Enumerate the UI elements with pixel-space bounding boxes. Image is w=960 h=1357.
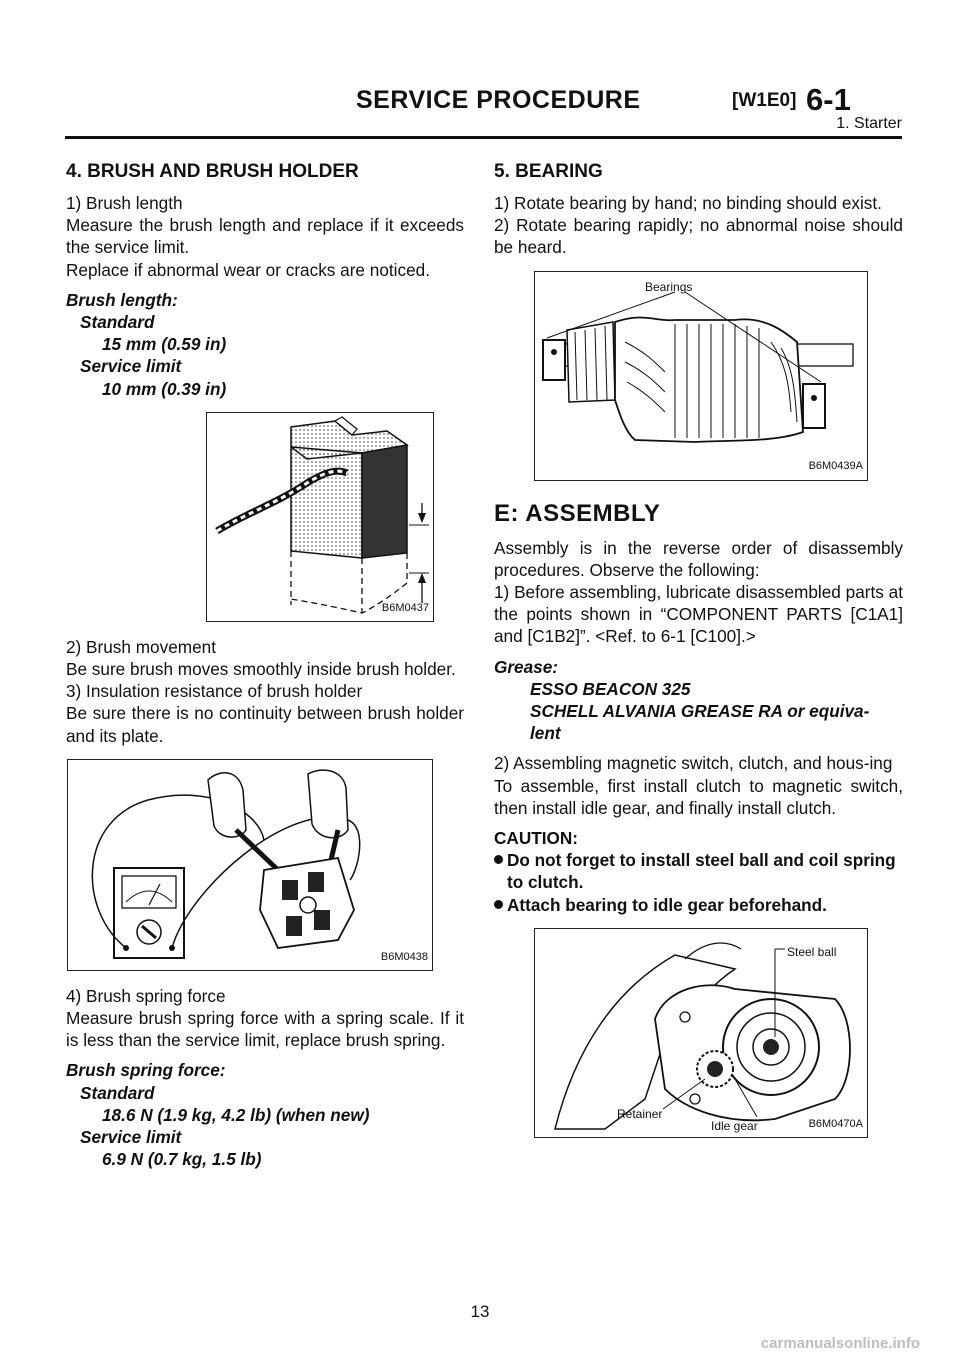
page-number: 13 — [470, 1302, 490, 1321]
spring-standard-label: Standard — [80, 1082, 155, 1103]
spec-title: Brush length: — [66, 289, 178, 310]
section-number: 6-1 — [806, 82, 851, 117]
bearing-heading: 5. BEARING — [494, 161, 603, 182]
bearing-step-1: 1) Rotate bearing by hand; no binding should exist. — [494, 193, 882, 213]
armature-illustration — [535, 272, 867, 480]
grease-item-1: ESSO BEACON 325 — [530, 678, 691, 699]
assembly-heading: E: ASSEMBLY — [494, 499, 661, 527]
caution-title: CAUTION: — [494, 828, 579, 849]
bearing-figure-caption: B6M0439A — [808, 460, 863, 473]
spec-standard-label: Standard — [80, 312, 155, 333]
spec-limit-value: 10 mm (0.39 in) — [102, 378, 227, 399]
grease-item-2-cont: lent — [530, 723, 561, 744]
caution-block — [494, 827, 903, 916]
left-column — [66, 160, 464, 1170]
brush-illustration — [207, 413, 433, 621]
brush-step-1-text-2: Replace if abnormal wear or cracks are noticed. — [66, 259, 430, 280]
brush-step-1: 1) Brush length — [66, 193, 183, 213]
watermark[interactable]: carmanualsonline.info — [760, 1335, 920, 1352]
brush-step-2-text: Be sure brush moves smoothly inside brush holder. — [66, 659, 456, 680]
idle-gear-label: Idle gear — [711, 1118, 758, 1133]
brush-step-2: 2) Brush movement — [66, 636, 216, 657]
right-column — [494, 160, 903, 1152]
multimeter-illustration — [68, 760, 432, 970]
bearings-label: Bearings — [645, 279, 693, 294]
insulation-figure-caption: B6M0438 — [380, 950, 428, 963]
assembly-step-1: 1) Before assembling, lubricate disassembled parts at the points shown in “COMPONENT PARTS [C1A1] and [C1B2]”. <Ref. to 6-1 [C100].> — [494, 582, 903, 647]
grease-item-2: SCHELL ALVANIA GREASE RA or equiva- — [530, 701, 870, 722]
brush-figure-caption: B6M0437 — [381, 601, 429, 614]
section-code: [W1E0] — [732, 90, 797, 111]
bullet-icon — [494, 855, 503, 864]
spring-standard-value: 18.6 N (1.9 kg, 4.2 lb) (when new) — [102, 1104, 370, 1125]
assembly-intro: Assembly is in the reverse order of disassembly procedures. Observe the following: — [494, 537, 903, 580]
spring-title: Brush spring force: — [66, 1060, 226, 1081]
brush-length-spec — [66, 289, 464, 400]
bearing-step-2: 2) Rotate bearing rapidly; no abnormal noise should be heard. — [494, 215, 903, 258]
brush-heading: 4. BRUSH AND BRUSH HOLDER — [66, 161, 359, 182]
caution-item-1: Do not forget to install steel ball and coil spring to clutch. — [494, 849, 903, 893]
insulation-test-figure — [67, 759, 433, 971]
section-subtitle: 1. Starter — [836, 115, 902, 132]
bullet-icon — [494, 900, 503, 909]
grease-title: Grease: — [494, 656, 559, 677]
clutch-figure-caption: B6M0470A — [808, 1117, 863, 1130]
brush-step-3: 3) Insulation resistance of brush holder — [66, 681, 363, 702]
assembly-step-2-text: To assemble, first install clutch to magnetic switch, then install idle gear, and finally install clutch. — [494, 775, 903, 818]
spring-force-spec — [66, 1059, 464, 1170]
brush-step-1-text: Measure the brush length and replace if it exceeds the service limit. — [66, 215, 464, 258]
clutch-figure — [534, 928, 868, 1138]
brush-figure — [206, 412, 434, 622]
header-rule — [65, 136, 902, 139]
brush-step-4: 4) Brush spring force — [66, 985, 226, 1006]
brush-step-3-text: Be sure there is no continuity between brush holder and its plate. — [66, 703, 464, 746]
grease-spec — [494, 656, 903, 745]
steel-ball-label: Steel ball — [787, 944, 837, 959]
spec-standard-value: 15 mm (0.59 in) — [102, 334, 227, 355]
spec-limit-label: Service limit — [80, 356, 182, 377]
assembly-step-2: 2) Assembling magnetic switch, clutch, and hous-ing — [494, 753, 893, 774]
spring-limit-value: 6.9 N (0.7 kg, 1.5 lb) — [102, 1149, 262, 1170]
brush-step-4-text: Measure brush spring force with a spring scale. If it is less than the service limit, replace brush spring. — [66, 1008, 464, 1051]
bearing-figure — [534, 271, 868, 481]
page-title: SERVICE PROCEDURE — [356, 86, 641, 114]
retainer-label: Retainer — [617, 1106, 663, 1121]
caution-item-2: Attach bearing to idle gear beforehand. — [494, 894, 903, 916]
spring-limit-label: Service limit — [80, 1127, 182, 1148]
